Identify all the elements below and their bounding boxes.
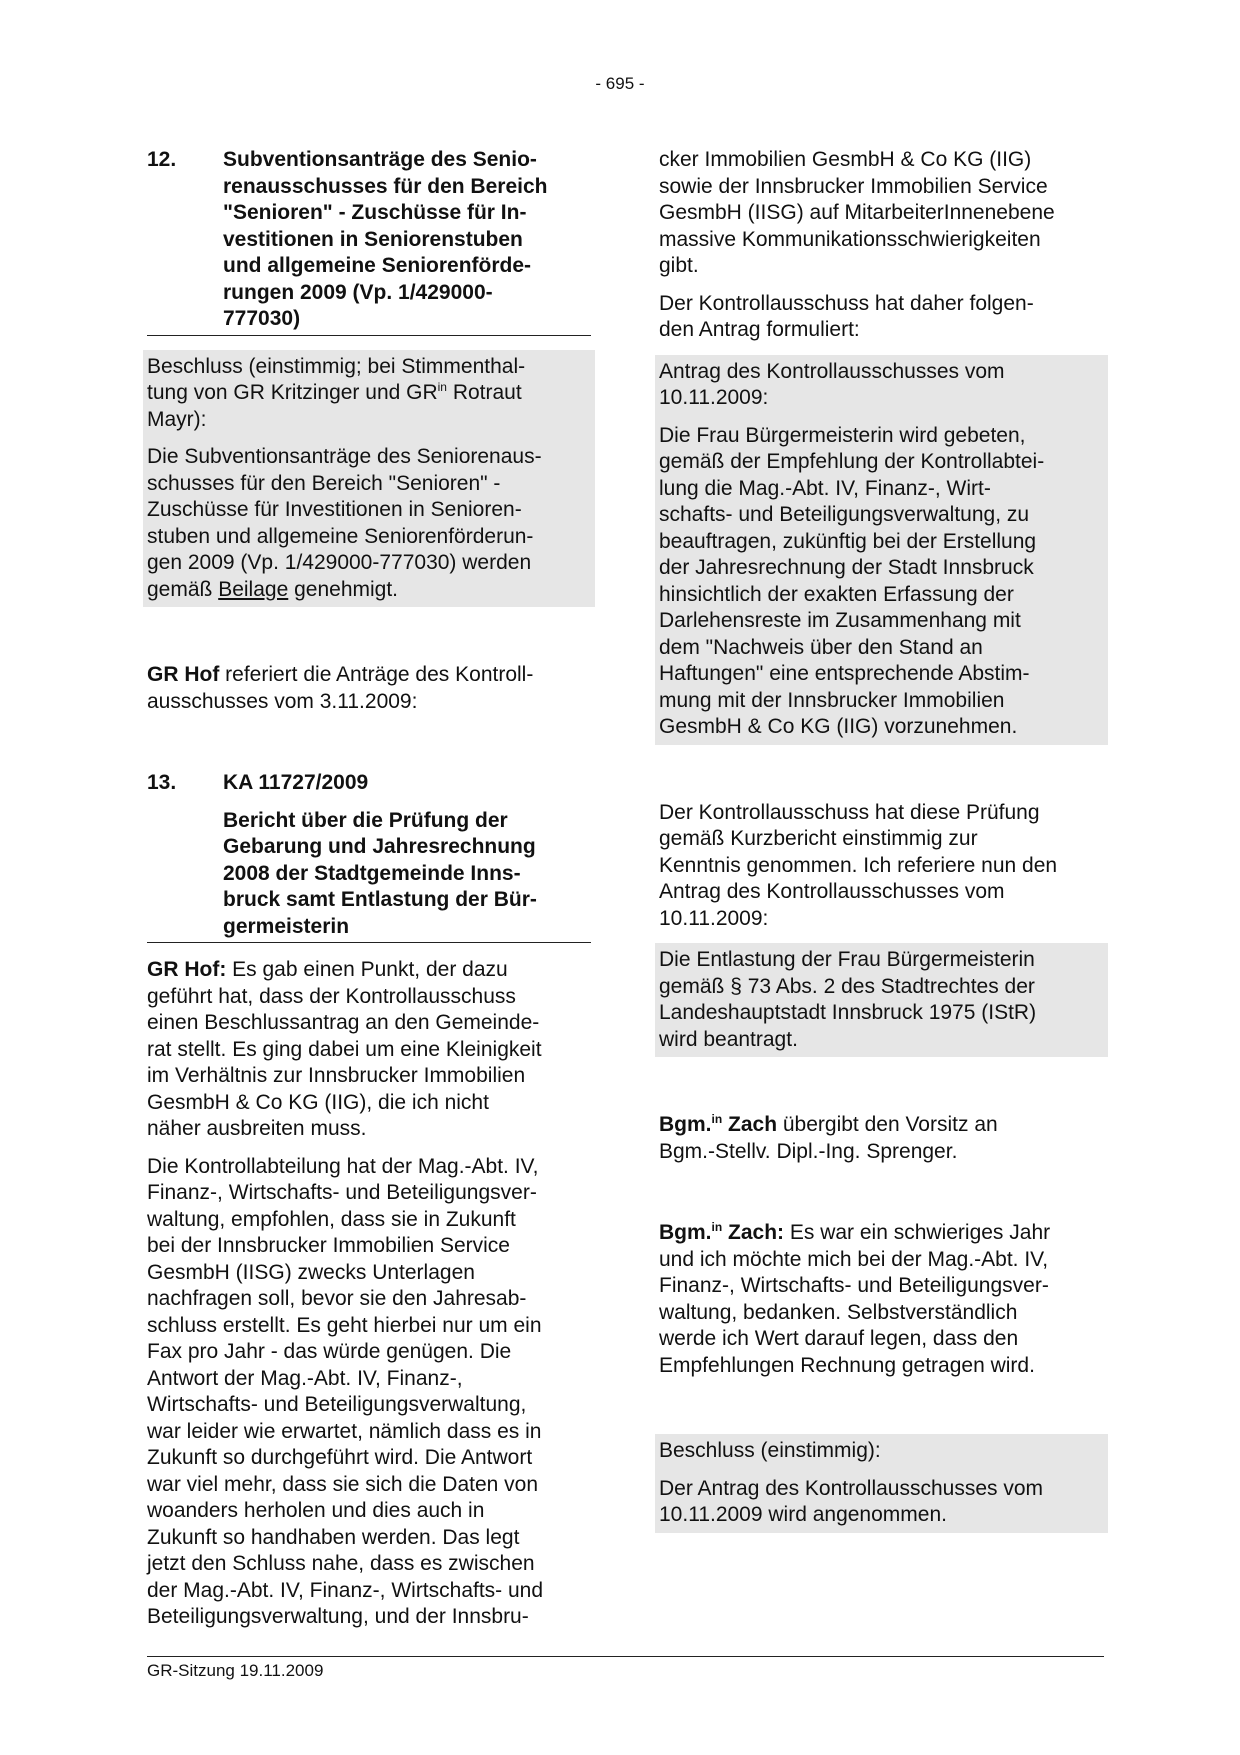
title-line: Gebarung und Jahresrechnung <box>223 835 536 858</box>
motion-text <box>659 423 1104 741</box>
text-fragment: Es gab einen Punkt, der dazu <box>226 958 508 981</box>
text-line: der Mag.-Abt. IV, Finanz-, Wirtschafts- und <box>147 1578 544 1602</box>
text-line: GesmbH (IISG) zwecks Unterlagen <box>147 1260 475 1284</box>
spacer <box>147 618 591 662</box>
text-line: Finanz-, Wirtschafts- und Beteiligungsver- <box>659 1274 1049 1297</box>
superscript: in <box>711 1112 723 1126</box>
speech-paragraph <box>147 957 591 1143</box>
text-line: war leider wie erwartet, nämlich dass es in <box>147 1419 542 1443</box>
text-fragment: Rotraut <box>446 381 522 404</box>
text-line: Der Antrag des Kontrollausschusses vom <box>659 1476 1044 1500</box>
page-number: - 695 - <box>595 74 645 93</box>
text-line: war viel mehr, dass sie sich die Daten von <box>147 1472 539 1496</box>
text-line: mung mit der Innsbrucker Immobilien <box>659 688 1005 712</box>
agenda-item-12-header <box>147 147 591 335</box>
text-line: Die Kontrollabteilung hat der Mag.-Abt. IV, <box>147 1154 539 1178</box>
title-line: renausschusses für den Bereich <box>223 174 548 198</box>
title-line: 2008 der Stadtgemeinde Inns- <box>223 861 521 885</box>
text-fragment: referiert die Anträge des Kontroll- <box>219 663 534 686</box>
text-line: 10.11.2009: <box>659 906 769 930</box>
text-line: tung von GR Kritzinger und GR <box>147 381 438 404</box>
spacer <box>659 756 1104 800</box>
text-line: Mayr): <box>147 407 207 431</box>
spacer <box>659 1390 1104 1434</box>
footer-divider <box>147 1656 1104 1657</box>
text-fragment: Bgm. <box>659 1221 712 1244</box>
text-fragment: Zach: <box>722 1221 785 1244</box>
speech-continuation <box>659 147 1104 280</box>
text-line: den Antrag formuliert: <box>659 318 860 341</box>
text-line: Zukunft so handhaben werden. Das legt <box>147 1525 520 1549</box>
text-fragment: Zach <box>722 1113 778 1136</box>
footer-session-date: GR-Sitzung 19.11.2009 <box>147 1661 324 1680</box>
text-line: einen Beschlussantrag an den Gemeinde- <box>147 1011 540 1034</box>
text-fragment: Es war ein schwieriges Jahr <box>784 1221 1051 1244</box>
motion-heading <box>659 359 1104 412</box>
text-line: jetzt den Schluss nahe, dass es zwischen <box>147 1552 535 1575</box>
text-line: Empfehlungen Rechnung getragen wird. <box>659 1353 1035 1377</box>
text-fragment: Bgm. <box>659 1113 712 1136</box>
text-line: Antwort der Mag.-Abt. IV, Finanz-, <box>147 1366 463 1390</box>
text-line: im Verhältnis zur Innsbrucker Immobilien <box>147 1064 526 1087</box>
speech-paragraph <box>147 1154 591 1631</box>
text-line: der Jahresrechnung der Stadt Innsbruck <box>659 556 1034 579</box>
spacer <box>659 1068 1104 1112</box>
spacer <box>659 1176 1104 1220</box>
text-line: sowie der Innsbrucker Immobilien Service <box>659 174 1048 198</box>
text-line: Antrag des Kontrollausschusses vom <box>659 880 1005 903</box>
agenda-item-title <box>223 808 591 943</box>
resolution-heading <box>147 354 591 434</box>
motion-text <box>659 947 1104 1053</box>
text-line: Landeshauptstadt Innsbruck 1975 (IStR) <box>659 1001 1037 1024</box>
text-line: rat stellt. Es ging dabei um eine Kleinigkeit <box>147 1037 542 1061</box>
chair-handover <box>659 1112 1104 1165</box>
text-line: waltung, bedanken. Selbstverständlich <box>659 1300 1018 1324</box>
text-line: 10.11.2009 wird angenommen. <box>659 1503 947 1526</box>
speaker-intro <box>147 662 591 715</box>
text-line: Haftungen" eine entsprechende Abstim- <box>659 662 1030 685</box>
text-line: Beteiligungsverwaltung, und der Innsbru- <box>147 1605 529 1628</box>
text-line: Die Subventionsanträge des Seniorenaus- <box>147 445 542 468</box>
title-line: rungen 2009 (Vp. 1/429000- <box>223 280 493 304</box>
speaker-name: GR Hof: <box>147 958 227 981</box>
final-resolution-box <box>655 1434 1108 1533</box>
superscript: in <box>437 380 447 394</box>
text-line: schusses für den Bereich "Senioren" - <box>147 471 501 495</box>
title-line: "Senioren" - Zuschüsse für In- <box>223 201 527 224</box>
speaker-name: GR Hof <box>147 663 220 686</box>
text-line: nachfragen soll, bevor sie den Jahresab- <box>147 1287 527 1310</box>
text-line: lung die Mag.-Abt. IV, Finanz-, Wirt- <box>659 476 991 500</box>
text-line: näher ausbreiten muss. <box>147 1117 367 1140</box>
text-line: beauftragen, zukünftig bei der Erstellung <box>659 529 1037 553</box>
text-line: 10.11.2009: <box>659 386 769 409</box>
text-line: woanders herholen und dies auch in <box>147 1499 485 1522</box>
text-line: werde ich Wert darauf legen, dass den <box>659 1327 1019 1350</box>
text-line: wird beantragt. <box>659 1027 798 1051</box>
text-line: dem "Nachweis über den Stand an <box>659 635 983 659</box>
title-line: germeisterin <box>223 914 350 938</box>
resolution-heading: Beschluss (einstimmig): <box>659 1439 881 1462</box>
title-line: Subventionsanträge des Senio- <box>223 148 537 171</box>
text-line: ausschusses vom 3.11.2009: <box>147 689 418 713</box>
left-column <box>147 147 591 1642</box>
text-line: Zukunft so durchgeführt wird. Die Antwort <box>147 1446 533 1469</box>
speaker-name <box>659 1221 784 1244</box>
text-fragment: genehmigt. <box>288 577 399 601</box>
resolution-box <box>143 350 595 608</box>
text-line: schluss erstellt. Es geht hierbei nur um ein <box>147 1313 542 1337</box>
speaker-name <box>659 1113 777 1136</box>
text-line: und ich möchte mich bei der Mag.-Abt. IV, <box>659 1247 1049 1271</box>
resolution-text <box>659 1476 1104 1529</box>
text-line: gibt. <box>659 254 699 277</box>
text-line: GesmbH (IISG) auf MitarbeiterInnenebene <box>659 201 1055 224</box>
speech-paragraph <box>659 1220 1104 1379</box>
beilage-link[interactable]: Beilage <box>218 577 289 601</box>
text-fragment: übergibt den Vorsitz an <box>777 1113 998 1136</box>
text-line: schafts- und Beteiligungsverwaltung, zu <box>659 503 1030 526</box>
text-line: bei der Innsbrucker Immobilien Service <box>147 1234 510 1257</box>
ka-number: KA 11727/2009 <box>223 771 369 794</box>
text-line: gen 2009 (Vp. 1/429000-777030) werden <box>147 551 532 574</box>
text-line: Beschluss (einstimmig; bei Stimmenthal- <box>147 354 526 378</box>
section-divider <box>147 942 591 943</box>
text-line: Antrag des Kontrollausschusses vom <box>659 359 1005 383</box>
text-line: GesmbH & Co KG (IIG) vorzunehmen. <box>659 715 1018 738</box>
discharge-motion-box <box>655 943 1108 1057</box>
text-line: cker Immobilien GesmbH & Co KG (IIG) <box>659 148 1032 171</box>
text-line: stuben und allgemeine Seniorenförderun- <box>147 524 534 548</box>
text-line: Wirtschafts- und Beteiligungsverwaltung, <box>147 1393 527 1416</box>
text-line: gemäß Kurzbericht einstimmig zur <box>659 827 978 850</box>
text-line: Der Kontrollausschuss hat daher folgen- <box>659 291 1034 315</box>
title-line: bruck samt Entlastung der Bür- <box>223 888 537 911</box>
motion-box <box>655 355 1108 745</box>
text-line: Kenntnis genommen. Ich referiere nun den <box>659 853 1058 877</box>
title-line: und allgemeine Seniorenförde- <box>223 254 532 277</box>
text-line: geführt hat, dass der Kontrollausschuss <box>147 984 516 1008</box>
section-divider <box>147 335 591 336</box>
text-line: Darlehensreste im Zusammenhang mit <box>659 609 1021 632</box>
agenda-item-13-header <box>147 770 591 942</box>
agenda-item-number: 13. <box>147 771 177 794</box>
speech-paragraph <box>659 800 1104 933</box>
text-line: waltung, empfohlen, dass sie in Zukunft <box>147 1207 516 1231</box>
text-line: Die Frau Bürgermeisterin wird gebeten, <box>659 423 1026 447</box>
spacer <box>147 726 591 770</box>
text-line: gemäß § 73 Abs. 2 des Stadtrechtes der <box>659 974 1035 998</box>
superscript: in <box>711 1220 723 1234</box>
text-fragment: gemäß <box>147 577 219 601</box>
text-line: hinsichtlich der exakten Erfassung der <box>659 582 1014 606</box>
text-line: massive Kommunikationsschwierigkeiten <box>659 227 1041 251</box>
text-line: GesmbH & Co KG (IIG), die ich nicht <box>147 1090 489 1114</box>
agenda-item-title <box>223 147 591 335</box>
text-line: Zuschüsse für Investitionen in Senioren- <box>147 498 522 521</box>
text-line: Die Entlastung der Frau Bürgermeisterin <box>659 948 1035 971</box>
text-line: Fax pro Jahr - das würde genügen. Die <box>147 1340 512 1363</box>
text-line: Finanz-, Wirtschafts- und Beteiligungsver- <box>147 1181 537 1204</box>
text-line: Der Kontrollausschuss hat diese Prüfung <box>659 800 1040 824</box>
text-line: Bgm.-Stellv. Dipl.-Ing. Sprenger. <box>659 1139 958 1163</box>
speech-paragraph <box>659 291 1104 344</box>
title-line: Bericht über die Prüfung der <box>223 808 508 832</box>
agenda-item-number: 12. <box>147 148 177 171</box>
text-line: gemäß der Empfehlung der Kontrollabtei- <box>659 450 1045 473</box>
resolution-text <box>147 444 591 603</box>
title-line: vestitionen in Seniorenstuben <box>223 227 523 251</box>
right-column <box>659 147 1104 1544</box>
title-line: 777030) <box>223 307 301 330</box>
